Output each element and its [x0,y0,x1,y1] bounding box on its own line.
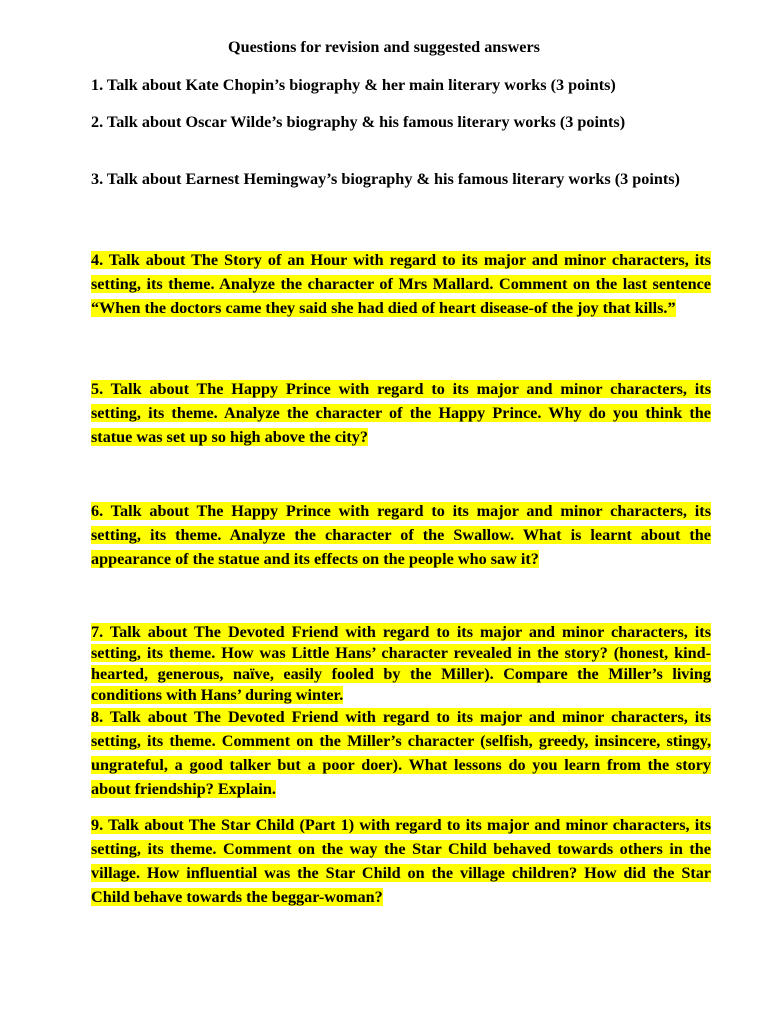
question-4 [91,248,711,320]
question-text-highlighted: 9. Talk about The Star Child (Part 1) with regard to its major and minor characters, its setting, its theme. Comment on the way the Star Child behaved towards others in the village. How influential was the Star Child on the village children? How did the Star Child behave towards the beggar-woman? [91,816,711,906]
question-8 [91,705,711,801]
question-text-highlighted: 8. Talk about The Devoted Friend with regard to its major and minor characters, its setting, its theme. Comment on the Miller’s character (selfish, greedy, insincere, stingy, ungrateful, a good talker but a poor doer). What lessons do you learn from the story about friendship? Explain. [91,708,711,798]
question-text: 3. Talk about Earnest Hemingway’s biography & his famous literary works (3 points) [91,170,680,188]
question-text-highlighted: 6. Talk about The Happy Prince with regard to its major and minor characters, its setting, its theme. Analyze the character of the Swallow. What is learnt about the appearance of the statue and its effects on the people who saw it? [91,502,711,568]
question-text: 1. Talk about Kate Chopin’s biography & her main literary works (3 points) [91,76,616,94]
question-text: 2. Talk about Oscar Wilde’s biography & his famous literary works (3 points) [91,113,626,131]
question-text-highlighted: 4. Talk about The Story of an Hour with regard to its major and minor characters, its setting, its theme. Analyze the character of Mrs Mallard. Comment on the last sentence “When the doctors came they said she had died of heart disease-of the joy that kills.” [91,251,711,317]
question-1 [91,73,711,97]
question-5 [91,377,711,449]
question-7 [91,622,711,706]
page-title: Questions for revision and suggested answers [228,38,540,56]
question-text-highlighted: 7. Talk about The Devoted Friend with regard to its major and minor characters, its setting, its theme. How was Little Hans’ character revealed in the story? (honest, kind-hearted, generous, naïve, easily fooled by the Miller). Compare the Miller’s living conditions with Hans’ during winter. [91,623,711,704]
question-2 [91,110,711,134]
question-3 [91,167,711,191]
question-text-highlighted: 5. Talk about The Happy Prince with regard to its major and minor characters, its setting, its theme. Analyze the character of the Happy Prince. Why do you think the statue was set up so high above the city? [91,380,711,446]
question-6 [91,499,711,571]
question-9 [91,813,711,909]
